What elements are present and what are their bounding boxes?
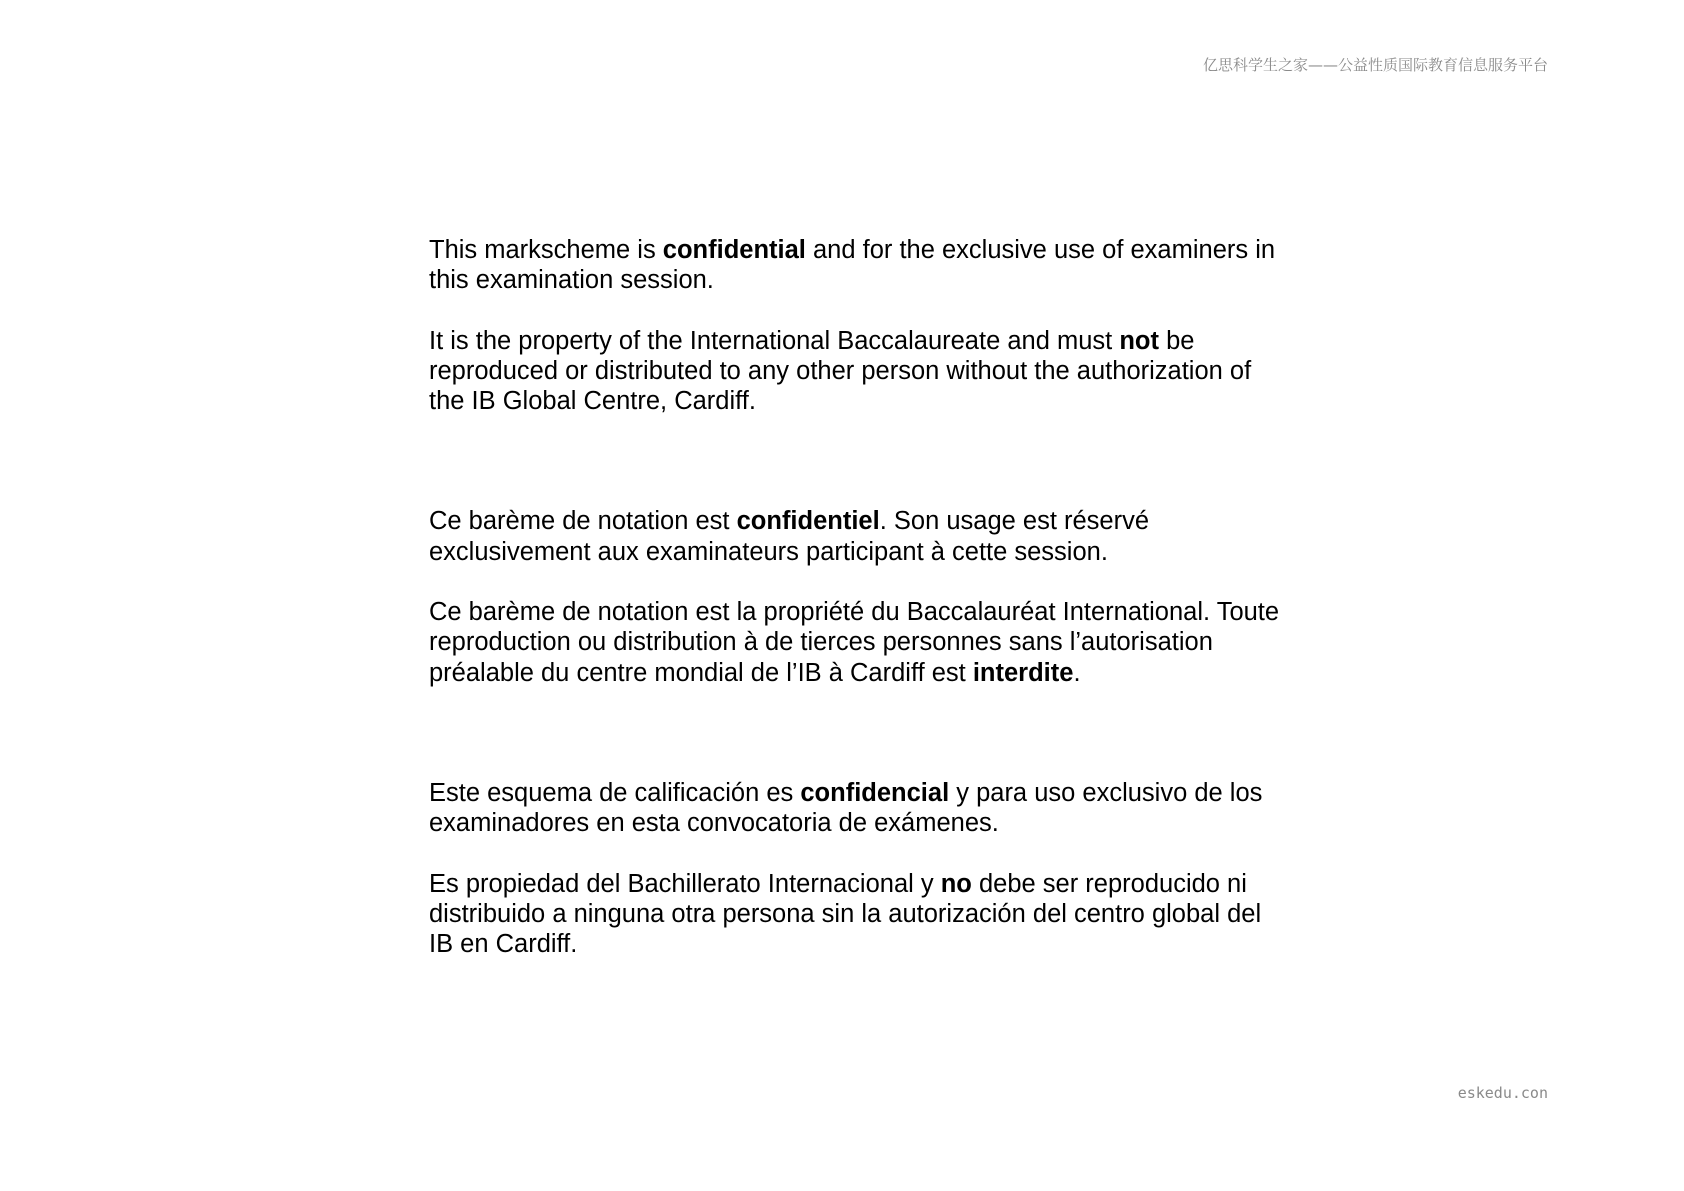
spanish-p1-text-before: Este esquema de calificación es bbox=[429, 778, 801, 807]
french-p1-bold: confidentiel bbox=[736, 507, 880, 536]
spanish-confidential-paragraph bbox=[429, 778, 1289, 839]
french-property-paragraph bbox=[429, 597, 1289, 688]
french-p2-bold: interdite bbox=[972, 658, 1074, 687]
english-p2-text-before: It is the property of the International Baccalaureate and must bbox=[429, 326, 1120, 355]
footer-site-mark: eskedu.con bbox=[1457, 1084, 1548, 1102]
spanish-p2-text-before: Es propiedad del Bachillerato Internacional y bbox=[429, 869, 941, 898]
english-p1-bold: confidential bbox=[662, 236, 806, 264]
french-p2-text-before: Ce barème de notation est la propriété du Baccalauréat International. Toute reproduction ou distribution à de tierces personnes sans l’autorisation préalable du centre mondial de l’IB à Cardiff est bbox=[429, 598, 1280, 687]
confidentiality-notice bbox=[429, 235, 1289, 959]
english-p2-bold: not bbox=[1119, 326, 1159, 355]
english-confidential-paragraph bbox=[429, 235, 1289, 296]
spanish-p1-bold: confidencial bbox=[800, 778, 950, 807]
spanish-property-paragraph bbox=[429, 869, 1289, 960]
french-confidential-paragraph bbox=[429, 506, 1289, 567]
english-p1-text-after: and for the exclusive use of examiners in this examination session. bbox=[429, 236, 1276, 295]
header-watermark: 亿思科学生之家——公益性质国际教育信息服务平台 bbox=[1202, 56, 1548, 74]
spanish-p2-text-after: debe ser reproducido ni distribuido a ninguna otra persona sin la autorización del centro global del IB en Cardiff. bbox=[429, 869, 1262, 959]
english-property-paragraph bbox=[429, 326, 1289, 417]
english-p2-text-after: be reproduced or distributed to any other person without the authorization of the IB Global Centre, Cardiff. bbox=[429, 326, 1252, 416]
french-p2-text-after: . bbox=[1073, 658, 1081, 687]
french-p1-text-after: . Son usage est réservé exclusivement aux examinateurs participant à cette session. bbox=[429, 507, 1150, 566]
spanish-p1-text-after: y para uso exclusivo de los examinadores en esta convocatoria de exámenes. bbox=[429, 778, 1263, 838]
french-p1-text-before: Ce barème de notation est bbox=[429, 507, 737, 536]
spanish-p2-bold: no bbox=[940, 869, 972, 898]
english-p1-text-before: This markscheme is bbox=[429, 236, 663, 264]
